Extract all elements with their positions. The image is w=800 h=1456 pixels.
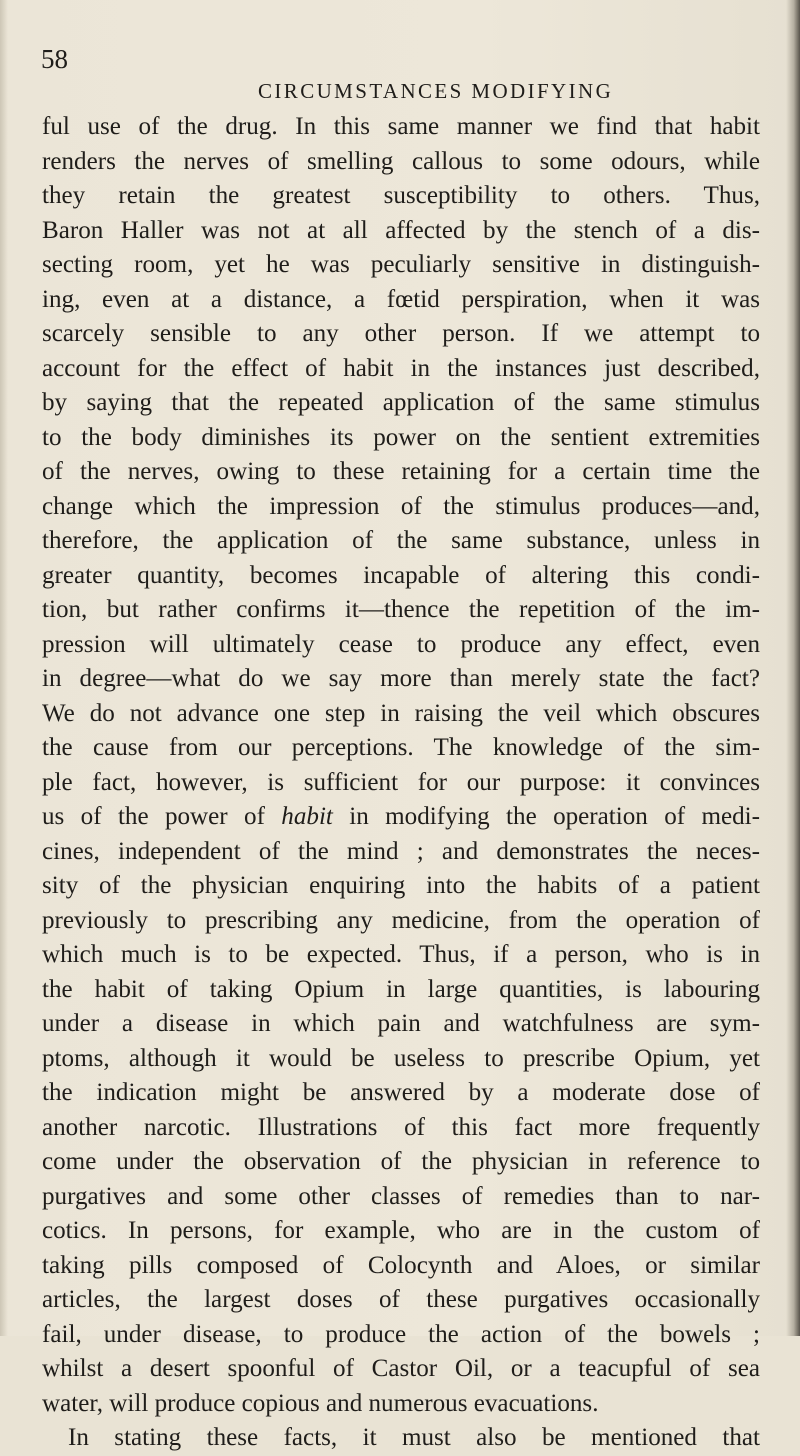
text-line: previously to prescribing any medicine, from the operation of [42,906,760,934]
text-line: another narcotic. Illustrations of this fact more frequently [42,1113,760,1141]
text-line: by saying that the repeated application of the same stimulus [42,389,760,416]
text-line: In stating these facts, it must also be mentioned that [68,1424,760,1451]
text-line: articles, the largest doses of these purgatives occasionally [42,1286,760,1313]
text-line: fail, under disease, to produce the action of the bowels ; [42,1320,760,1348]
text-line: the cause from our perceptions. The knowledge of the sim- [42,734,760,761]
text-line: purgatives and some other classes of remedies than to nar- [42,1182,760,1210]
text-line: ful use of the drug. In this same manner we find that habit [42,113,760,140]
text-line: Baron Haller was not at all affected by the stench of a dis- [42,216,760,244]
running-head: CIRCUMSTANCES MODIFYING [258,79,614,103]
text-line: renders the nerves of smelling callous to some odours, while [42,147,760,175]
text-line: the habit of taking Opium in large quantities, is labouring [42,975,760,1003]
text-line: sity of the physician enquiring into the habits of a patient [42,872,760,899]
text-line-with-emphasis [42,800,760,835]
text-line: greater quantity, becomes incapable of altering this condi- [42,561,760,589]
text-line: ptoms, although it would be useless to prescribe Opium, yet [42,1044,760,1072]
text-line: of the nerves, owing to these retaining for a certain time the [42,458,760,485]
text-line: We do not advance one step in raising the veil which obscures [42,699,760,727]
text-line: under a disease in which pain and watchfulness are sym- [42,1010,760,1037]
text-line: cotics. In persons, for example, who are in the custom of [42,1217,760,1244]
text-line: water, will produce copious and numerous evacuations. [42,1389,599,1417]
text-line: which much is to be expected. Thus, if a person, who is in [42,941,760,968]
text-line: they retain the greatest susceptibility to others. Thus, [42,182,760,209]
page-left-shadow [0,0,8,1336]
emphasized-word: habit [281,803,333,830]
text-line: pression will ultimately cease to produce any effect, even [42,630,760,658]
line-part: us of the power of [42,803,282,830]
text-line: in degree—what do we say more than merely state the fact? [42,665,760,692]
text-line: to the body diminishes its power on the sentient extremities [42,423,760,451]
text-line: therefore, the application of the same substance, unless in [42,527,760,554]
text-line: secting room, yet he was peculiarly sensitive in distinguish- [42,251,760,278]
text-line: the indication might be answered by a moderate dose of [42,1079,760,1106]
text-line: taking pills composed of Colocynth and Aloes, or similar [42,1251,760,1279]
text-line: whilst a desert spoonful of Castor Oil, or a teacupful of sea [42,1355,760,1382]
text-line: tion, but rather confirms it—thence the repetition of the im- [42,596,760,623]
page-number: 58 [41,44,68,74]
body-text [42,110,760,1456]
text-line: scarcely sensible to any other person. If we attempt to [42,320,760,347]
page-right-gutter-shadow [786,0,800,1336]
text-line: cines, independent of the mind ; and demonstrates the neces- [42,837,760,865]
text-line: account for the effect of habit in the instances just described, [42,354,760,382]
text-line: come under the observation of the physician in reference to [42,1148,760,1175]
line-part: in modifying the operation of medi- [332,803,760,830]
text-line: ple fact, however, is sufficient for our purpose: it convinces [42,768,760,796]
text-line: change which the impression of the stimulus produces—and, [42,492,760,520]
text-line: ing, even at a distance, a fœtid perspiration, when it was [42,285,760,313]
